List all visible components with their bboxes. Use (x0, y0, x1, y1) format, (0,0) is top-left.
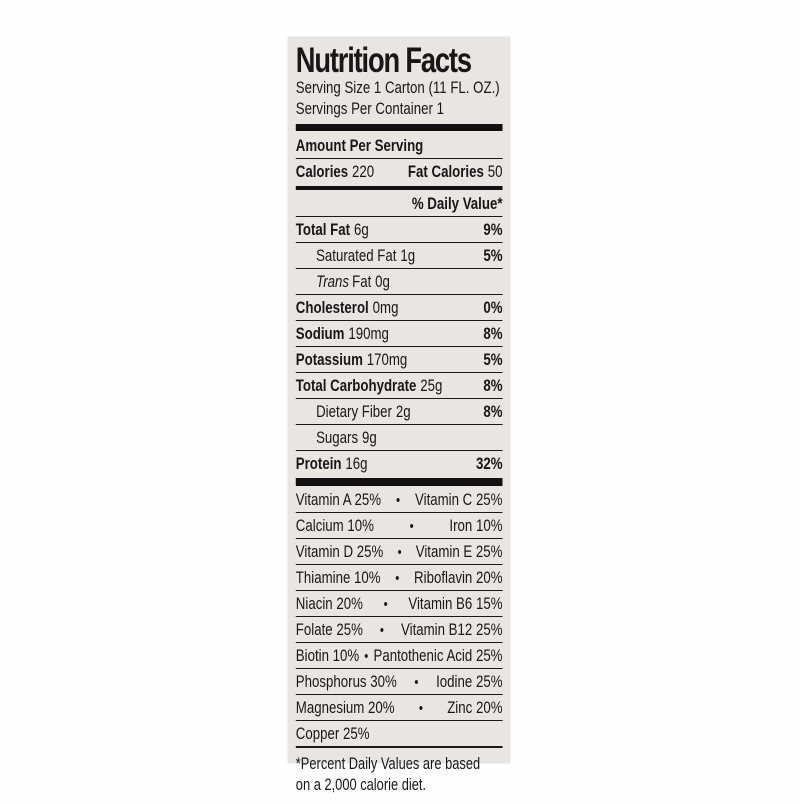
vitamin-row (296, 539, 503, 564)
nutrient-name: Fat (352, 272, 372, 291)
daily-value-heading: % Daily Value* (411, 194, 503, 213)
nutrient-amount: 190mg (348, 324, 389, 343)
nutrient-dv: 5% (483, 350, 503, 369)
vitamin-left: Phosphorus 30% (295, 672, 397, 691)
vitamin-right: Vitamin E 25% (415, 542, 503, 561)
nutrient-name: Saturated Fat (316, 246, 397, 265)
vitamin-left: Magnesium 20% (295, 698, 395, 717)
label-title: Nutrition Facts (295, 41, 471, 80)
nutrient-amount: 1g (400, 246, 416, 265)
vitamin-right: Riboflavin 20% (414, 568, 503, 587)
section-bar (296, 124, 503, 131)
footnote (296, 754, 503, 796)
vitamin-right: Pantothenic Acid 25% (373, 646, 503, 665)
nutrient-amount: 16g (345, 454, 368, 473)
section-bar (296, 478, 503, 486)
vitamin-left: Calcium 10% (295, 516, 374, 535)
nutrition-facts-label (288, 37, 510, 794)
bullet-separator: • (364, 648, 369, 665)
vitamin-left: Vitamin A 25% (295, 490, 382, 509)
vitamin-right: Vitamin B6 15% (408, 594, 503, 613)
footnote-line-2: on a 2,000 calorie diet. (295, 776, 427, 794)
vitamin-left: Niacin 20% (295, 594, 363, 613)
vitamin-left: Folate 25% (295, 620, 363, 639)
vitamin-row (296, 565, 503, 590)
nutrient-amount: 9g (362, 428, 377, 447)
vitamin-right: Zinc 20% (447, 698, 503, 717)
vitamin-row (296, 695, 503, 720)
nutrient-amount: 25g (420, 376, 443, 395)
nutrient-row-potassium (296, 347, 503, 372)
nutrient-row-sugars (296, 425, 503, 450)
nutrient-amount: 170mg (366, 350, 408, 369)
nutrition-facts-content (288, 37, 510, 804)
nutrient-dv: 8% (483, 402, 503, 421)
nutrient-row-protein (296, 451, 503, 476)
vitamin-row (296, 513, 503, 538)
nutrient-row-total-carbohydrate (296, 373, 503, 398)
vitamin-row (296, 721, 503, 746)
calories-value: 220 (352, 162, 375, 181)
amount-per-serving-heading: Amount Per Serving (295, 136, 424, 155)
vitamin-right: Iodine 25% (436, 672, 503, 691)
vitamin-right: Vitamin B12 25% (401, 620, 503, 639)
nutrient-name: Dietary Fiber (316, 402, 392, 421)
section-bar (296, 186, 503, 190)
vitamin-row (296, 591, 503, 616)
bullet-separator: • (379, 622, 385, 639)
nutrient-row-total-fat (296, 217, 503, 242)
bullet-separator: • (395, 570, 400, 587)
bullet-separator: • (397, 544, 402, 561)
footnote-line-1: *Percent Daily Values are based (295, 755, 481, 773)
bullet-separator: • (395, 492, 401, 509)
vitamin-right: Iron 10% (449, 516, 503, 535)
vitamin-left: Thiamine 10% (295, 568, 381, 587)
nutrient-amount: 6g (353, 220, 369, 239)
vitamin-right: Vitamin C 25% (415, 490, 503, 509)
vitamin-left: Copper 25% (295, 724, 370, 743)
nutrient-row-sodium (296, 321, 503, 346)
nutrient-name: Potassium (295, 350, 363, 369)
fat-calories-label: Fat Calories (407, 162, 484, 181)
nutrient-name: Sugars (316, 428, 359, 447)
bullet-separator: • (383, 596, 388, 613)
nutrient-dv: 8% (483, 376, 503, 395)
bullet-separator: • (418, 700, 423, 717)
vitamin-left: Biotin 10% (295, 646, 360, 665)
vitamin-row (296, 643, 503, 668)
nutrient-row-trans-fat (296, 269, 503, 294)
calories-row (296, 159, 503, 184)
nutrient-dv: 32% (475, 454, 503, 473)
nutrient-dv: 5% (483, 246, 503, 265)
vitamin-row (296, 669, 503, 694)
nutrient-name: Sodium (295, 324, 345, 343)
calories-label: Calories (295, 162, 349, 181)
nutrient-dv: 8% (483, 324, 503, 343)
bullet-separator: • (409, 518, 414, 535)
nutrient-amount: 0g (375, 272, 390, 291)
nutrient-name: Total Carbohydrate (295, 376, 417, 395)
servings-per-container-text: Servings Per Container 1 (295, 99, 444, 118)
vitamin-left: Vitamin D 25% (295, 542, 384, 561)
divider (296, 746, 503, 748)
nutrient-name-italic: Trans (316, 272, 349, 291)
nutrient-name: Total Fat (295, 220, 351, 239)
nutrient-name: Cholesterol (295, 298, 369, 317)
serving-size-text: Serving Size 1 Carton (11 FL. OZ.) (295, 78, 500, 97)
bullet-separator: • (414, 674, 419, 691)
nutrient-row-dietary-fiber (296, 399, 503, 424)
nutrient-amount: 0mg (372, 298, 399, 317)
nutrient-name: Protein (295, 454, 342, 473)
fat-calories-value: 50 (487, 162, 503, 181)
nutrient-amount: 2g (395, 402, 411, 421)
vitamin-row (296, 617, 503, 642)
nutrient-dv: 9% (483, 220, 503, 239)
nutrient-row-cholesterol (296, 295, 503, 320)
vitamin-row (296, 487, 503, 512)
nutrient-row-saturated-fat (296, 243, 503, 268)
nutrient-dv: 0% (483, 298, 503, 317)
